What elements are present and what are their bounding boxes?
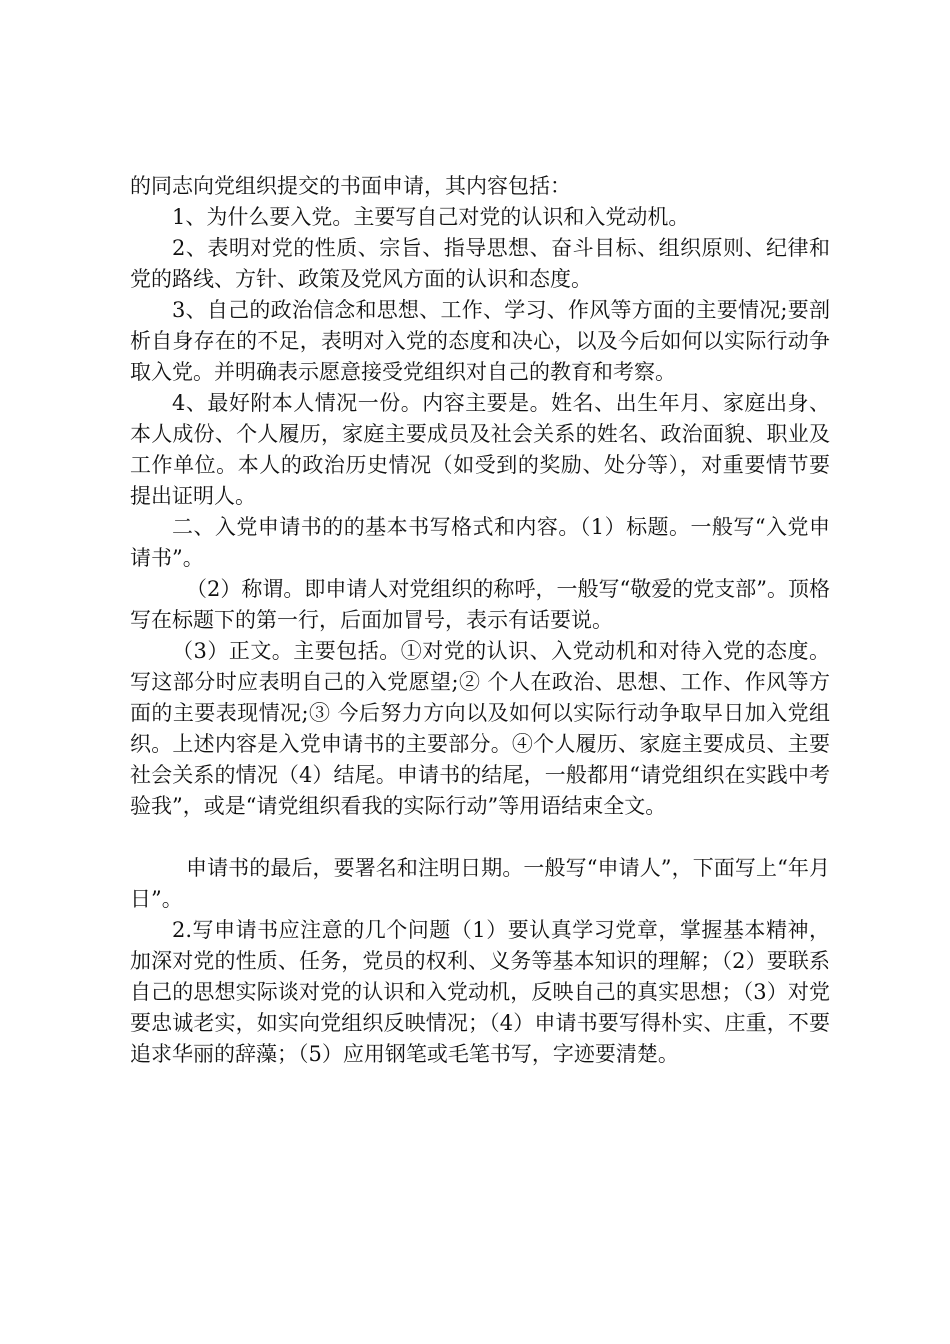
paragraph-notes: 2.写申请书应注意的几个问题（1）要认真学习党章，掌握基本精神，加深对党的性质、任务，党员的权利、义务等基本知识的理解；（2）要联系自己的思想实际谈对党的认识和入党动机，反映自己的真实思想；（3）对党要忠诚老实，如实向党组织反映情况；（4）申请书要写得朴实、庄重，不要追求华丽的辞藻；（5）应用钢笔或毛笔书写，字迹要清楚。 <box>130 918 830 1066</box>
paragraph-item-1: 1、为什么要入党。主要写自己对党的认识和入党动机。 <box>172 205 690 229</box>
paragraph-item-3: 3、自己的政治信念和思想、工作、学习、作风等方面的主要情况;要剖析自身存在的不足，表明对入党的态度和决心，以及今后如何以实际行动争取入党。并明确表示愿意接受党组织对自己的教育和考察。 <box>130 298 830 384</box>
paragraph-signature: 申请书的最后，要署名和注明日期。一般写“申请人”，下面写上“年月日”。 <box>130 856 830 911</box>
paragraph-item-2: 2、表明对党的性质、宗旨、指导思想、奋斗目标、组织原则、纪律和党的路线、方针、政策及党风方面的认识和态度。 <box>130 236 830 291</box>
paragraph-format-heading: 二、入党申请书的的基本书写格式和内容。（1）标题。一般写“入党申请书”。 <box>130 515 830 570</box>
document-body <box>130 171 830 1070</box>
paragraph-intro: 的同志向党组织提交的书面申请，其内容包括： <box>130 174 571 198</box>
paragraph-salutation: （2）称谓。即申请人对党组织的称呼，一般写“敬爱的党支部”。顶格写在标题下的第一行，后面加冒号，表示有话要说。 <box>130 577 830 632</box>
paragraph-body: （3）正文。主要包括。①对党的认识、入党动机和对待入党的态度。写这部分时应表明自己的入党愿望;② 个人在政治、思想、工作、作风等方面的主要表现情况;③ 今后努力方向以及如何以实际行动争取早日加入党组织。上述内容是入党申请书的主要部分。④个人履历、家庭主要成员、主要社会关系的情况（4）结尾。申请书的结尾，一般都用“请党组织在实践中考验我”，或是“请党组织看我的实际行动”等用语结束全文。 <box>130 639 830 818</box>
paragraph-item-4: 4、最好附本人情况一份。内容主要是。姓名、出生年月、家庭出身、本人成份、个人履历，家庭主要成员及社会关系的姓名、政治面貌、职业及工作单位。本人的政治历史情况（如受到的奖励、处分等），对重要情节要提出证明人。 <box>130 391 830 508</box>
